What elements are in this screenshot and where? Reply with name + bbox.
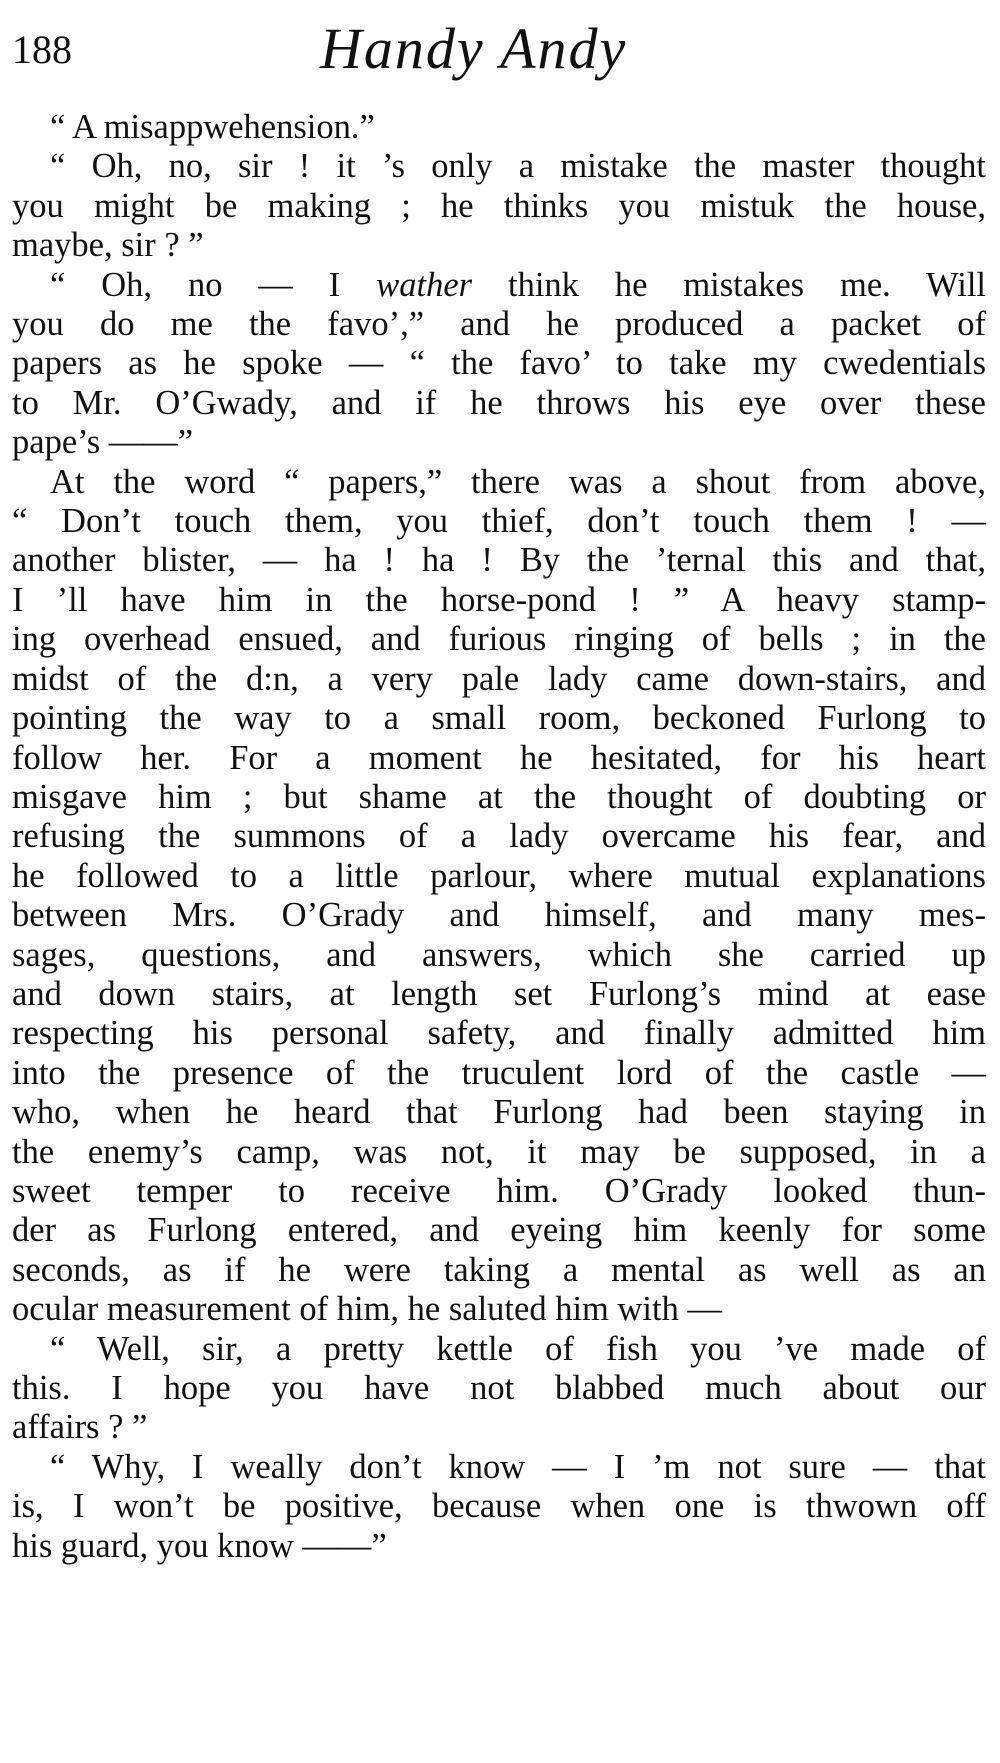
text-line: to Mr. O’Gwady, and if he throws his eye over these (12, 383, 986, 422)
text-line: I ’ll have him in the horse-pond ! ” A heavy stamp- (12, 580, 986, 619)
text-line: sweet temper to receive him. O’Grady looked thun- (12, 1171, 986, 1210)
running-head (12, 14, 986, 108)
text-line: and down stairs, at length set Furlong’s mind at ease (12, 974, 986, 1013)
text-line: “ Don’t touch them, you thief, don’t touch them ! — (12, 502, 986, 541)
page-number: 188 (12, 27, 72, 72)
text-line: you might be making ; he thinks you mistuk the house, (12, 186, 986, 225)
text-line: “ Oh, no, sir ! it ’s only a mistake the master thought (50, 147, 986, 186)
text-line: “ Oh, no — I wather think he mistakes me. Will (50, 265, 986, 304)
text-line: pointing the way to a small room, beckoned Furlong to (12, 699, 986, 738)
text-line: misgave him ; but shame at the thought of doubting or (12, 777, 986, 816)
text-line: midst of the d:n, a very pale lady came down-stairs, and (12, 659, 986, 698)
text-line: “ A misappwehension.” (50, 108, 375, 146)
text-line: is, I won’t be positive, because when one is thwown off (12, 1487, 986, 1526)
text-line: seconds, as if he were taking a mental as well as an (12, 1250, 986, 1289)
text-line: der as Furlong entered, and eyeing him keenly for some (12, 1211, 986, 1250)
text-line: ocular measurement of him, he saluted him with — (12, 1290, 722, 1329)
text-line: you do me the favo’,” and he produced a packet of (12, 305, 986, 344)
text-line: papers as he spoke — “ the favo’ to take my cwedentials (12, 344, 986, 383)
text-line: “ Well, sir, a pretty kettle of fish you ’ve made of (50, 1329, 986, 1368)
text-line: who, when he heard that Furlong had been staying in (12, 1093, 986, 1132)
text-line: sages, questions, and answers, which she carried up (12, 935, 986, 974)
text-line: maybe, sir ? ” (12, 226, 204, 265)
text-line: follow her. For a moment he hesitated, for his heart (12, 738, 986, 777)
text-line: refusing the summons of a lady overcame his fear, and (12, 817, 986, 856)
body-text (12, 108, 986, 1566)
text-line: this. I hope you have not blabbed much about our (12, 1369, 986, 1407)
italic-word: wather (376, 265, 473, 304)
text-line: his guard, you know ——” (12, 1526, 387, 1565)
text-line: into the presence of the truculent lord of the castle — (12, 1053, 986, 1092)
text-line: affairs ? ” (12, 1408, 148, 1447)
text-line: he followed to a little parlour, where mutual explanations (12, 856, 986, 895)
text-line: between Mrs. O’Grady and himself, and many mes- (12, 896, 986, 935)
text-line: “ Why, I weally don’t know — I ’m not sure — that (50, 1447, 986, 1486)
text-line: the enemy’s camp, was not, it may be supposed, in a (12, 1132, 986, 1171)
text-line: At the word “ papers,” there was a shout from above, (50, 462, 986, 501)
running-title: Handy Andy (320, 16, 628, 81)
text-line: pape’s ——” (12, 423, 194, 462)
text-line: respecting his personal safety, and finally admitted him (12, 1014, 986, 1053)
text-line: another blister, — ha ! ha ! By the ’ternal this and that, (12, 541, 986, 580)
text-line: ing overhead ensued, and furious ringing of bells ; in the (12, 620, 986, 659)
